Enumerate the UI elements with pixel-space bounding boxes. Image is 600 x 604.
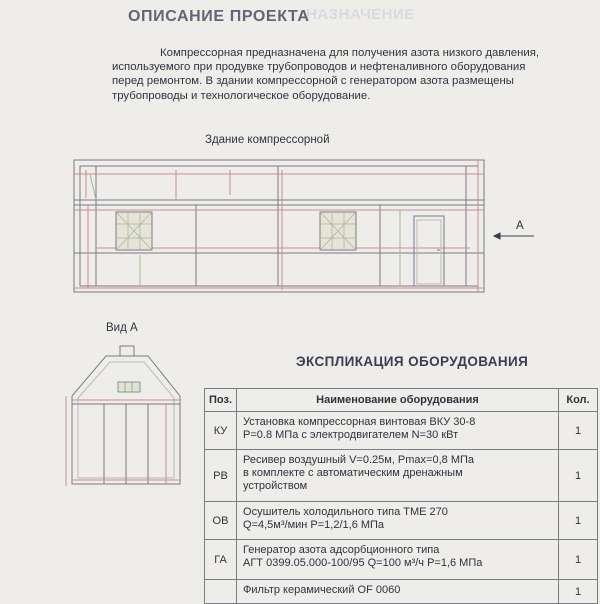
table-row [205,502,598,540]
row-name-line: Ресивер воздушный V=0.25м, Рmax=0,8 МПа [243,454,475,466]
row-name-line: Q=4,5м³/мин Р=1,2/1,6 МПа [243,519,385,531]
row-name [237,412,559,450]
view-a-caption: Вид А [106,322,138,334]
row-code: ОВ [205,502,237,540]
intro-line-2: используемого при продувке трубопроводов и нефтеналивного оборудования [112,61,526,74]
row-name [237,540,559,580]
row-qty: 1 [559,540,598,580]
header-name: Наименование оборудования [237,389,559,412]
view-a-vent-icon [118,382,140,392]
row-name-line: Установка компрессорная винтовая ВКУ 30-8 [243,416,476,428]
row-qty: 1 [559,450,598,502]
row-name-line: Генератор азота адсорбционного типа [243,544,440,556]
row-name-line: Осушитель холодильного типа ТМЕ 270 [243,506,448,518]
intro-line-3: перед ремонтом. В здании компрессорной с генератором азота размещены [112,75,514,88]
row-qty: 1 [559,412,598,450]
header-qty: Кол. [559,389,598,412]
table-row [205,412,598,450]
row-qty: 1 [559,502,598,540]
row-name-line: устройством [243,480,308,492]
explication-title: ЭКСПЛИКАЦИЯ ОБОРУДОВАНИЯ [296,354,529,369]
row-name-line: АГТ 0399.05.000-100/95 Q=100 м³/ч Р=1,6 МПа [243,557,483,569]
page-heading: ОПИСАНИЕ ПРОЕКТА [128,8,310,25]
row-code: РВ [205,450,237,502]
row-name [237,450,559,502]
table-header-row [205,389,598,412]
table-row [205,540,598,580]
row-name-line: Р=0.8 МПа с электродвигателем N=30 кВт [243,429,459,441]
equipment-table [204,388,598,604]
row-code: ГА [205,540,237,580]
row-qty: 1 [559,580,598,604]
table-row [205,450,598,502]
row-code: КУ [205,412,237,450]
header-pos: Поз. [205,389,237,412]
row-name-line: в комплекте с автоматическим дренажным [243,467,463,479]
intro-line-1: Компрессорная предназначена для получения азота низкого давления, [160,47,540,59]
intro-line-4: трубопроводы и технологическое оборудование. [112,89,371,102]
ghost-heading: НАЗНАЧЕНИЕ [306,6,415,23]
view-arrow-label: А [516,220,524,232]
row-name-line: Фильтр керамический OF 0060 [243,584,401,596]
building-caption: Здание компрессорной [205,134,330,146]
row-name [237,502,559,540]
